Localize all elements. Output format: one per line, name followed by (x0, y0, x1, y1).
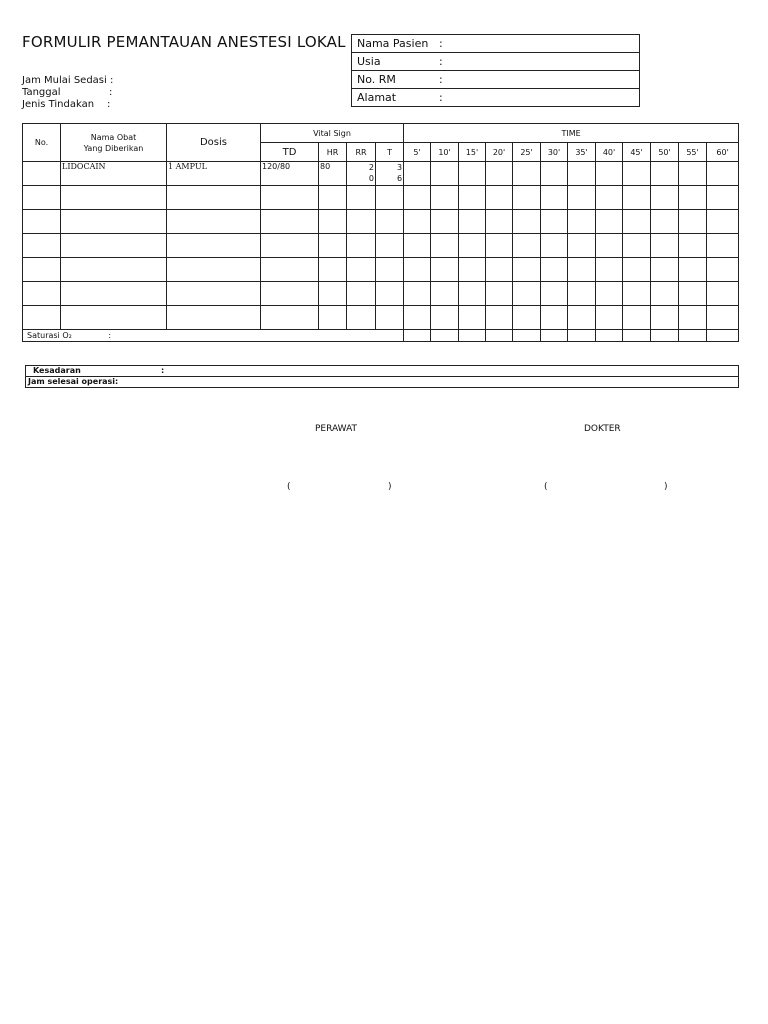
cell-time-3 (459, 234, 486, 258)
cell-obat (61, 210, 167, 234)
cell-time-12 (707, 162, 739, 186)
cell-td (261, 186, 319, 210)
cell-time-10 (651, 210, 679, 234)
kesadaran-sep: : (161, 366, 165, 375)
cell-time-8 (596, 162, 623, 186)
status-table (25, 365, 739, 388)
cell-time-11 (679, 258, 707, 282)
cell-time-5 (513, 234, 541, 258)
cell-time-1 (404, 258, 431, 282)
cell-rr (347, 162, 376, 186)
saturasi-time-10 (651, 330, 679, 342)
patient-row-alamat (352, 89, 640, 107)
patient-nama-label: Nama Pasien (357, 37, 429, 50)
cell-rr-top: 2 (368, 163, 374, 172)
cell-time-8 (596, 258, 623, 282)
cell-no (23, 258, 61, 282)
meta-tanggal (22, 87, 113, 98)
cell-time-1 (404, 186, 431, 210)
table-row (23, 258, 739, 282)
cell-dosis: 1 AMPUL (167, 162, 261, 186)
cell-obat (61, 234, 167, 258)
patient-row-rm (352, 71, 640, 89)
kesadaran-label: Kesadaran (33, 366, 81, 375)
kesadaran-row (26, 366, 739, 377)
cell-td: 120/80 (261, 162, 319, 186)
cell-time-6 (541, 282, 568, 306)
cell-rr-bottom: 0 (368, 174, 374, 183)
cell-time-2 (431, 282, 459, 306)
patient-rm-label: No. RM (357, 73, 396, 86)
header-time-4: 20' (486, 143, 513, 162)
header-time-11: 55' (679, 143, 707, 162)
cell-td (261, 210, 319, 234)
table-row (23, 282, 739, 306)
cell-time-7 (568, 162, 596, 186)
cell-time-2 (431, 162, 459, 186)
cell-time-9 (623, 162, 651, 186)
cell-time-10 (651, 162, 679, 186)
cell-time-5 (513, 282, 541, 306)
cell-time-7 (568, 234, 596, 258)
header-time-2: 10' (431, 143, 459, 162)
table-row (23, 306, 739, 330)
cell-hr (319, 306, 347, 330)
header-no: No. (23, 124, 61, 162)
cell-time-5 (513, 162, 541, 186)
cell-time-12 (707, 306, 739, 330)
header-nama-obat (61, 124, 167, 162)
cell-time-12 (707, 186, 739, 210)
cell-obat (61, 282, 167, 306)
cell-time-8 (596, 210, 623, 234)
header-time-10: 50' (651, 143, 679, 162)
cell-time-1 (404, 282, 431, 306)
saturasi-time-12 (707, 330, 739, 342)
patient-nama-sep: : (439, 37, 443, 50)
saturasi-time-4 (486, 330, 513, 342)
cell-time-11 (679, 210, 707, 234)
cell-dosis (167, 210, 261, 234)
cell-rr (347, 186, 376, 210)
cell-time-11 (679, 234, 707, 258)
cell-td (261, 282, 319, 306)
cell-time-6 (541, 210, 568, 234)
cell-dosis (167, 306, 261, 330)
cell-time-3 (459, 306, 486, 330)
header-time-12: 60' (707, 143, 739, 162)
cell-time-6 (541, 234, 568, 258)
table-row (23, 186, 739, 210)
cell-time-12 (707, 210, 739, 234)
cell-t (376, 162, 404, 186)
cell-t (376, 234, 404, 258)
table-row (23, 162, 739, 186)
cell-rr (347, 306, 376, 330)
cell-time-9 (623, 234, 651, 258)
cell-time-3 (459, 186, 486, 210)
cell-time-7 (568, 282, 596, 306)
patient-row-nama (352, 35, 640, 53)
cell-time-8 (596, 282, 623, 306)
saturasi-sep: : (108, 331, 112, 340)
saturasi-time-5 (513, 330, 541, 342)
cell-t (376, 306, 404, 330)
perawat-sign-open: ( (287, 482, 291, 492)
patient-alamat-sep: : (439, 91, 443, 104)
cell-obat (61, 306, 167, 330)
dokter-sign-open: ( (544, 482, 548, 492)
cell-obat: LIDOCAIN (61, 162, 167, 186)
cell-time-5 (513, 258, 541, 282)
saturasi-row (23, 330, 739, 342)
cell-dosis (167, 282, 261, 306)
meta-jam-mulai (22, 75, 113, 86)
cell-rr (347, 282, 376, 306)
cell-obat (61, 258, 167, 282)
patient-usia-label: Usia (357, 55, 381, 68)
cell-time-3 (459, 210, 486, 234)
meta-jenis-tindakan (22, 99, 111, 110)
cell-time-2 (431, 210, 459, 234)
patient-usia-sep: : (439, 55, 443, 68)
cell-time-9 (623, 306, 651, 330)
form-title: FORMULIR PEMANTAUAN ANESTESI LOKAL (22, 33, 346, 51)
header-time-6: 30' (541, 143, 568, 162)
cell-time-1 (404, 306, 431, 330)
cell-obat (61, 186, 167, 210)
header-time-9: 45' (623, 143, 651, 162)
cell-time-7 (568, 258, 596, 282)
saturasi-time-2 (431, 330, 459, 342)
cell-t (376, 258, 404, 282)
cell-no (23, 186, 61, 210)
cell-time-5 (513, 210, 541, 234)
dokter-label: DOKTER (584, 424, 621, 434)
header-time-8: 40' (596, 143, 623, 162)
cell-time-6 (541, 186, 568, 210)
cell-hr (319, 282, 347, 306)
cell-time-6 (541, 306, 568, 330)
saturasi-time-7 (568, 330, 596, 342)
cell-time-3 (459, 162, 486, 186)
cell-time-8 (596, 234, 623, 258)
cell-time-9 (623, 186, 651, 210)
header-time-1: 5' (404, 143, 431, 162)
meta-jam-mulai-sep: : (109, 75, 114, 86)
monitoring-table (22, 123, 739, 342)
cell-hr (319, 234, 347, 258)
saturasi-time-11 (679, 330, 707, 342)
cell-time-10 (651, 306, 679, 330)
cell-td (261, 306, 319, 330)
cell-time-2 (431, 306, 459, 330)
header-time-3: 15' (459, 143, 486, 162)
header-time-7: 35' (568, 143, 596, 162)
header-td: TD (261, 143, 319, 162)
meta-tanggal-sep: : (109, 87, 113, 98)
saturasi-time-3 (459, 330, 486, 342)
cell-time-6 (541, 162, 568, 186)
perawat-label: PERAWAT (315, 424, 358, 434)
patient-alamat-label: Alamat (357, 91, 397, 104)
cell-time-10 (651, 186, 679, 210)
cell-time-9 (623, 258, 651, 282)
header-vital-sign: Vital Sign (261, 124, 404, 143)
cell-time-11 (679, 162, 707, 186)
cell-hr (319, 186, 347, 210)
cell-time-3 (459, 282, 486, 306)
patient-info-box (351, 34, 640, 107)
cell-t (376, 210, 404, 234)
cell-t (376, 186, 404, 210)
table-row (23, 210, 739, 234)
cell-hr (319, 258, 347, 282)
cell-time-11 (679, 186, 707, 210)
cell-t (376, 282, 404, 306)
patient-rm-sep: : (439, 73, 443, 86)
cell-time-8 (596, 186, 623, 210)
cell-time-11 (679, 282, 707, 306)
cell-time-1 (404, 162, 431, 186)
cell-t-top: 3 (396, 163, 403, 172)
cell-time-7 (568, 210, 596, 234)
cell-time-3 (459, 258, 486, 282)
cell-time-4 (486, 210, 513, 234)
cell-t-bottom: 6 (396, 174, 403, 183)
cell-time-7 (568, 186, 596, 210)
cell-no (23, 210, 61, 234)
cell-no (23, 306, 61, 330)
cell-time-10 (651, 258, 679, 282)
cell-time-4 (486, 258, 513, 282)
cell-time-8 (596, 306, 623, 330)
cell-rr (347, 234, 376, 258)
perawat-sign-close: ) (388, 482, 392, 492)
patient-row-usia (352, 53, 640, 71)
cell-hr (319, 210, 347, 234)
cell-dosis (167, 258, 261, 282)
cell-time-5 (513, 186, 541, 210)
cell-hr: 80 (319, 162, 347, 186)
cell-no (23, 162, 61, 186)
header-nama-obat-line2: Yang Diberikan (83, 143, 144, 153)
cell-time-10 (651, 234, 679, 258)
cell-time-6 (541, 258, 568, 282)
cell-time-4 (486, 306, 513, 330)
cell-time-4 (486, 282, 513, 306)
saturasi-time-8 (596, 330, 623, 342)
cell-time-9 (623, 210, 651, 234)
cell-time-11 (679, 306, 707, 330)
cell-no (23, 282, 61, 306)
jam-selesai-label: Jam selesai operasi: (28, 377, 119, 386)
cell-no (23, 234, 61, 258)
cell-time-12 (707, 258, 739, 282)
cell-time-1 (404, 210, 431, 234)
cell-time-2 (431, 234, 459, 258)
cell-td (261, 234, 319, 258)
cell-time-5 (513, 306, 541, 330)
meta-jam-mulai-label: Jam Mulai Sedasi (22, 75, 107, 86)
cell-time-2 (431, 186, 459, 210)
cell-td (261, 258, 319, 282)
cell-time-12 (707, 282, 739, 306)
header-rr: RR (347, 143, 376, 162)
saturasi-time-1 (404, 330, 431, 342)
saturasi-time-6 (541, 330, 568, 342)
cell-time-12 (707, 234, 739, 258)
cell-time-9 (623, 282, 651, 306)
header-time: TIME (404, 124, 739, 143)
cell-time-10 (651, 282, 679, 306)
cell-time-7 (568, 306, 596, 330)
jam-selesai-row (26, 377, 739, 388)
saturasi-cell (23, 330, 404, 342)
header-hr: HR (319, 143, 347, 162)
cell-time-4 (486, 234, 513, 258)
saturasi-label: Saturasi O₂ (27, 331, 72, 340)
cell-time-4 (486, 186, 513, 210)
cell-dosis (167, 186, 261, 210)
cell-time-2 (431, 258, 459, 282)
cell-time-4 (486, 162, 513, 186)
saturasi-time-9 (623, 330, 651, 342)
cell-time-1 (404, 234, 431, 258)
cell-rr (347, 258, 376, 282)
header-t: T (376, 143, 404, 162)
header-nama-obat-line1: Nama Obat (90, 132, 137, 142)
table-row (23, 234, 739, 258)
meta-tanggal-label: Tanggal (22, 87, 61, 98)
meta-jenis-tindakan-sep: : (107, 99, 111, 110)
cell-rr (347, 210, 376, 234)
header-time-5: 25' (513, 143, 541, 162)
meta-jenis-tindakan-label: Jenis Tindakan (22, 99, 95, 110)
cell-dosis (167, 234, 261, 258)
header-dosis: Dosis (167, 124, 261, 162)
dokter-sign-close: ) (664, 482, 668, 492)
